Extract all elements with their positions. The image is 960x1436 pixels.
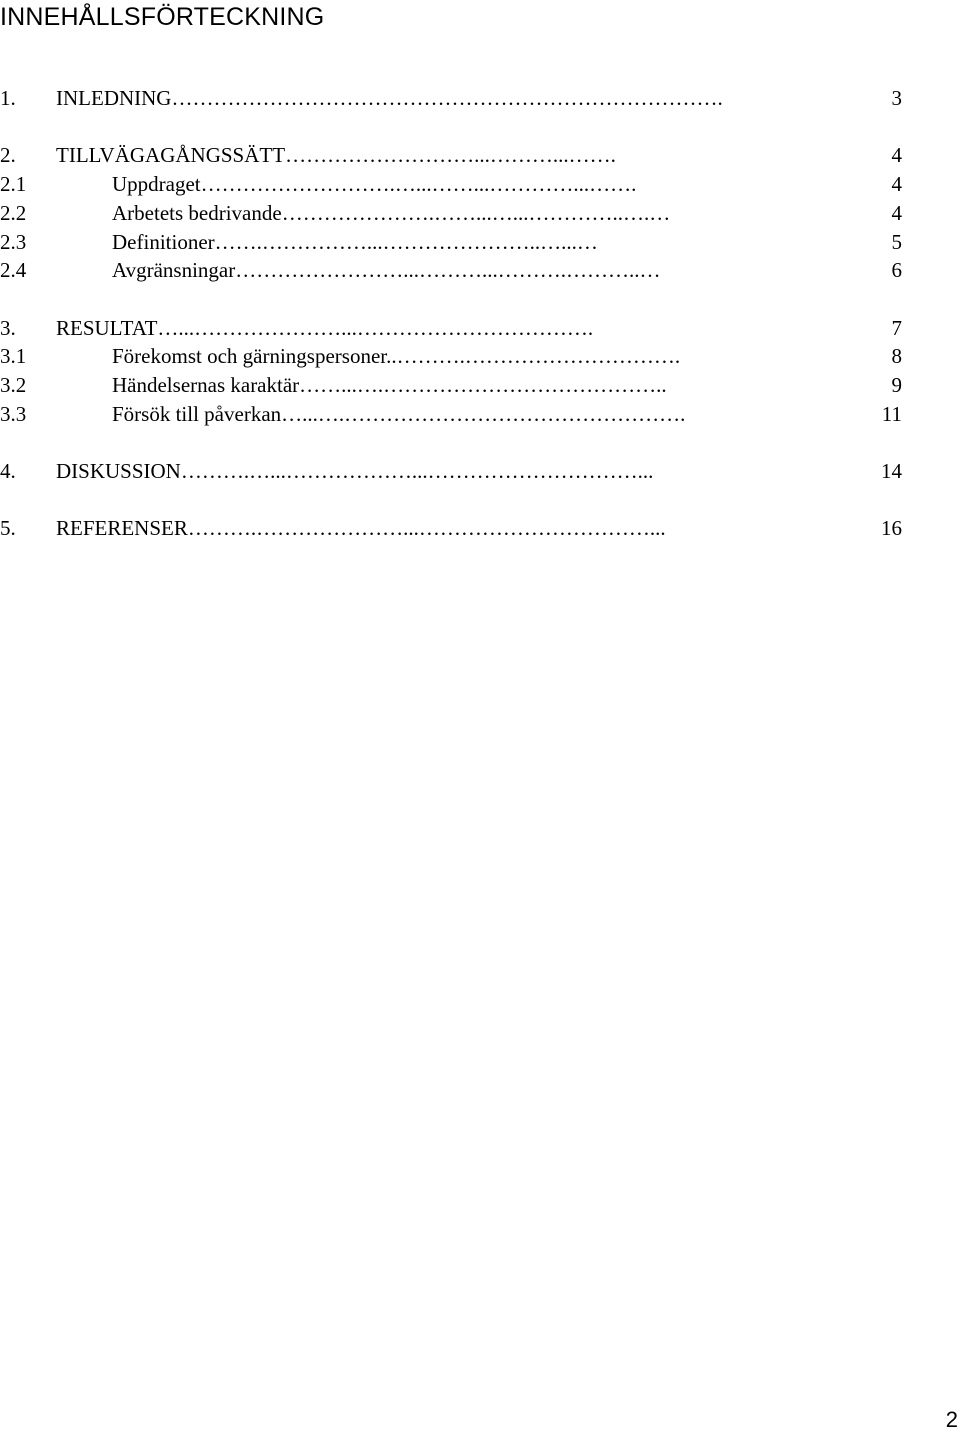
toc-entry-forekomst[interactable] <box>0 342 960 370</box>
toc-entry-label: Försök till påverkan <box>112 402 282 426</box>
toc-entry-page: 3 <box>891 86 902 110</box>
toc-entry-number: 2.4 <box>0 258 27 282</box>
toc-entry-tillvagagangssatt[interactable] <box>0 141 960 169</box>
toc-entry-page: 11 <box>881 402 902 426</box>
toc-entry-label: Förekomst och gärningspersoner <box>112 344 387 368</box>
toc-entry-inledning[interactable] <box>0 84 960 112</box>
toc-entry-leader: ………………………...………...……. <box>285 143 616 167</box>
toc-entry-leader: ……….…...………………...…………………………... <box>180 459 654 483</box>
toc-entry-number: 3.3 <box>0 402 27 426</box>
toc-entry-referenser[interactable] <box>0 514 960 542</box>
toc-entry-number: 2. <box>0 143 16 167</box>
toc-entry-avgransningar[interactable] <box>0 256 960 284</box>
toc-entry-leader: ……...….………………………………….. <box>299 373 667 397</box>
toc-entry-number: 3. <box>0 316 16 340</box>
toc-entry-label: Uppdraget <box>112 172 201 196</box>
toc-entry-forsok-till-paverkan[interactable] <box>0 400 960 428</box>
toc-entry-number: 2.2 <box>0 201 27 225</box>
toc-entry-page: 14 <box>881 459 902 483</box>
toc-entry-uppdraget[interactable] <box>0 170 960 198</box>
toc-entry-page: 5 <box>891 230 902 254</box>
toc-entry-page: 4 <box>891 143 902 167</box>
toc-entry-number: 2.1 <box>0 172 27 196</box>
toc-entry-resultat[interactable] <box>0 314 960 342</box>
page-number: 2 <box>945 1407 958 1432</box>
toc-entry-label: REFERENSER <box>56 516 188 540</box>
toc-entry-page: 9 <box>891 373 902 397</box>
toc-entry-leader: …...….…………………………………………. <box>281 402 686 426</box>
toc-entry-label: INLEDNING <box>56 86 172 110</box>
toc-entry-number: 5. <box>0 516 16 540</box>
toc-entry-label: RESULTAT <box>56 316 158 340</box>
toc-entry-number: 2.3 <box>0 230 27 254</box>
toc-entry-leader: ……….…………………...……………………………... <box>187 516 666 540</box>
toc-entry-leader: ………………….……...…...…………..….… <box>281 201 671 225</box>
toc-entry-label: DISKUSSION <box>56 459 181 483</box>
toc-entry-label: TILLVÄGAGÅNGSSÄTT <box>56 143 286 167</box>
toc-entry-definitioner[interactable] <box>0 228 960 256</box>
toc-entry-number: 3.1 <box>0 344 27 368</box>
toc-entry-leader: ..……….…………………………. <box>386 344 681 368</box>
toc-entry-number: 1. <box>0 86 16 110</box>
toc-entry-label: Definitioner <box>112 230 215 254</box>
toc-entry-leader: ……………………………………………………………………. <box>171 86 723 110</box>
toc-entry-page: 8 <box>891 344 902 368</box>
toc-entry-leader: …...…………………...……………………………. <box>157 316 594 340</box>
toc-entry-handelsernas-karaktar[interactable] <box>0 371 960 399</box>
toc-heading: INNEHÅLLSFÖRTECKNING <box>0 3 325 31</box>
toc-entry-page: 4 <box>891 172 902 196</box>
toc-entry-label: Händelsernas karaktär <box>112 373 300 397</box>
toc-entry-label: Arbetets bedrivande <box>112 201 282 225</box>
toc-entry-leader: ……………………….…...……...…………...……. <box>200 172 637 196</box>
toc-entry-page: 7 <box>891 316 902 340</box>
toc-entry-leader: ……………………...………...……….………..… <box>235 258 661 282</box>
toc-entry-label: Avgränsningar <box>112 258 236 282</box>
toc-entry-page: 6 <box>891 258 902 282</box>
toc-entry-diskussion[interactable] <box>0 457 960 485</box>
toc-entry-number: 4. <box>0 459 16 483</box>
toc-entry-arbetets-bedrivande[interactable] <box>0 199 960 227</box>
toc-entry-page: 4 <box>891 201 902 225</box>
toc-entry-page: 16 <box>881 516 902 540</box>
toc-entry-number: 3.2 <box>0 373 27 397</box>
toc-entry-leader: …….……………...…………………..…...… <box>214 230 598 254</box>
